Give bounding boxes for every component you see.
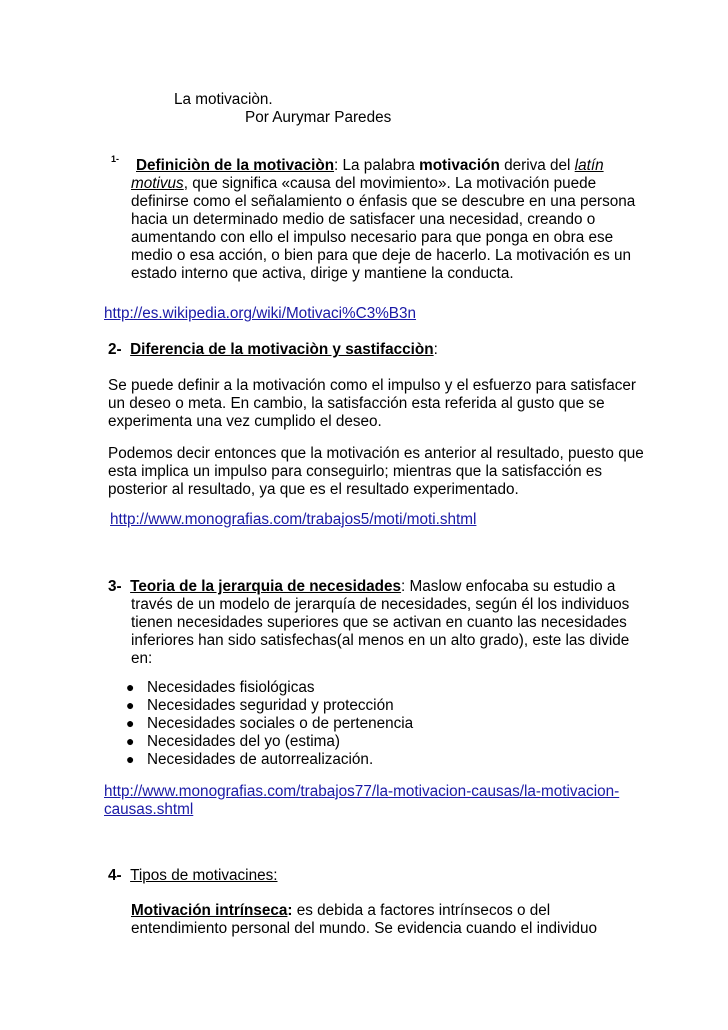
section-3-line-3: tienen necesidades superiores que se activan en cuanto las necesidades <box>131 614 627 631</box>
document-title: La motivaciòn. <box>174 91 273 108</box>
section-4-heading: Tipos de motivacines: <box>130 867 278 884</box>
section-1-line-1: Definiciòn de la motivaciòn: La palabra motivación deriva del latín <box>136 157 604 174</box>
section-4-line-1: Motivación intrínseca: es debida a factores intrínsecos o del <box>131 902 551 919</box>
section-4-number: 4- <box>108 867 122 884</box>
section-3-line-1: 3- Teoria de la jerarquia de necesidades: Maslow enfocaba su estudio a <box>108 578 616 595</box>
section-2-p2-line-2: esta implica un impulso para conseguirlo; mientras que la satisfacción es <box>108 463 602 480</box>
section-2-heading: Diferencia de la motivaciòn y sastifacciòn <box>130 341 434 358</box>
section-4-heading-line <box>108 867 277 885</box>
section-2-p2-line-3: posterior al resultado, ya que es el resultado experimentado. <box>108 481 519 498</box>
section-3-number: 3- <box>108 578 122 595</box>
section-3-line-5: en: <box>131 650 153 667</box>
bullet-marker: ● <box>126 733 135 749</box>
section-2-p1-line-3: experimenta una vez cumplido el deseo. <box>108 413 382 430</box>
bullet-marker: ● <box>126 751 135 767</box>
bullet-item-2: Necesidades seguridad y protección <box>147 697 394 714</box>
bullet-marker: ● <box>126 697 135 713</box>
section-4-line-2: entendimiento personal del mundo. Se evidencia cuando el individuo <box>131 920 598 937</box>
section-3-line-2: través de un modelo de jerarquía de necesidades, según él los individuos <box>131 596 630 613</box>
section-2-p1-line-1: Se puede definir a la motivación como el impulso y el esfuerzo para satisfacer <box>108 377 637 394</box>
source-link-monografias-causas-line-2[interactable]: causas.shtml <box>104 801 194 818</box>
section-2-p1-line-2: un deseo o meta. En cambio, la satisfacción esta referida al gusto que se <box>108 395 605 412</box>
bullet-marker: ● <box>126 679 135 695</box>
source-link-wikipedia[interactable]: http://es.wikipedia.org/wiki/Motivaci%C3%B3n <box>104 305 417 322</box>
intrinsic-motivation-heading: Motivación intrínseca <box>131 902 288 919</box>
bullet-item-4: Necesidades del yo (estima) <box>147 733 340 750</box>
bullet-item-3: Necesidades sociales o de pertenencia <box>147 715 414 732</box>
section-1-line-6: medio o esa acción, o bien para que deje de hacerlo. La motivación es un <box>131 247 632 264</box>
section-1-line-3: definirse como el señalamiento o énfasis que se descubre en una persona <box>131 193 636 210</box>
section-1-line-7: estado interno que activa, dirige y mantiene la conducta. <box>131 265 514 282</box>
section-2-heading-line: 2- Diferencia de la motivaciòn y sastifacciòn: <box>108 341 438 358</box>
section-1-heading: Definiciòn de la motivaciòn <box>136 157 335 174</box>
source-link-monografias-causas-line-1[interactable]: http://www.monografias.com/trabajos77/la-motivacion-causas/la-motivacion- <box>104 783 620 800</box>
section-1-line-2: motivus, que significa «causa del movimiento». La motivación puede <box>131 175 597 192</box>
bullet-item-1: Necesidades fisiológicas <box>147 679 315 696</box>
section-3-line-4: inferiores han sido satisfechas(al menos en un alto grado), este las divide <box>131 632 630 649</box>
section-3-heading: Teoria de la jerarquia de necesidades <box>130 578 402 595</box>
source-link-monografias-moti[interactable]: http://www.monografias.com/trabajos5/moti/moti.shtml <box>110 511 477 528</box>
document-author: Por Aurymar Paredes <box>245 109 392 126</box>
section-2-p2-line-1: Podemos decir entonces que la motivación es anterior al resultado, puesto que <box>108 445 644 462</box>
section-2-number: 2- <box>108 341 122 358</box>
section-1-line-4: hacia un determinado medio de satisfacer una necesidad, creando o <box>131 211 596 228</box>
section-1-number: 1- <box>111 154 120 164</box>
bullet-item-5: Necesidades de autorrealización. <box>147 751 374 768</box>
bullet-marker: ● <box>126 715 135 731</box>
section-1-line-5: aumentando con ello el impulso necesario para que ponga en obra ese <box>131 229 614 246</box>
